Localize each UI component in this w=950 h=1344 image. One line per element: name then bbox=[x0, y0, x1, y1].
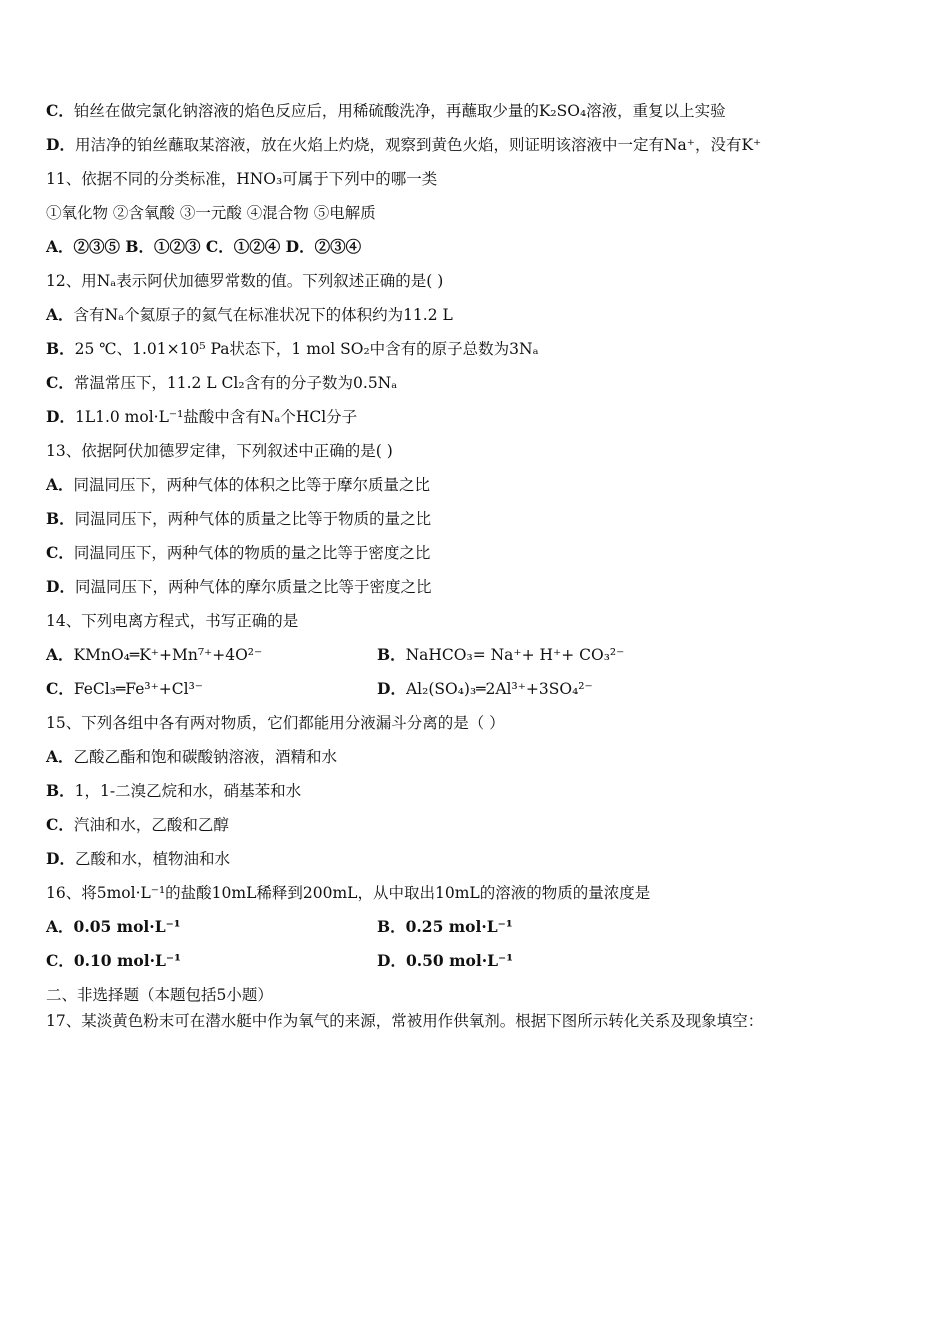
option-line: C．0.10 mol·L⁻¹ bbox=[46, 951, 181, 970]
option-line: D．同温同压下，两种气体的摩尔质量之比等于密度之比 bbox=[46, 577, 432, 596]
question-16: 16、将5mol·L⁻¹的盐酸10mL稀释到200mL，从中取出10mL的溶液的物质的量浓度是 bbox=[46, 884, 651, 902]
question-11: 11、依据不同的分类标准，HNO₃可属于下列中的哪一类 bbox=[46, 170, 438, 188]
option-line: D．乙酸和水，植物油和水 bbox=[46, 849, 230, 868]
question-14: 14、下列电离方程式，书写正确的是 bbox=[46, 612, 299, 630]
question-17: 17、某淡黄色粉末可在潜水艇中作为氧气的来源，常被用作供氧剂。根据下图所示转化关系及现象填空： bbox=[46, 1012, 764, 1030]
option-line: A．KMnO₄═K⁺+Mn⁷⁺+4O²⁻ bbox=[46, 645, 263, 664]
option-line: C．汽油和水，乙酸和乙醇 bbox=[46, 815, 229, 834]
option-line: D．Al₂(SO₄)₃═2Al³⁺+3SO₄²⁻ bbox=[377, 679, 593, 698]
option-line: A．0.05 mol·L⁻¹ bbox=[46, 917, 181, 936]
option-line: D．0.50 mol·L⁻¹ bbox=[377, 951, 513, 970]
question-13: 13、依据阿伏加德罗定律，下列叙述中正确的是( ) bbox=[46, 442, 393, 460]
option-line: A．乙酸乙酯和饱和碳酸钠溶液，酒精和水 bbox=[46, 747, 338, 766]
option-line: A．含有Nₐ个氦原子的氦气在标准状况下的体积约为11.2 L bbox=[46, 305, 453, 324]
option-line: B．同温同压下，两种气体的质量之比等于物质的量之比 bbox=[46, 509, 432, 528]
option-line: C．同温同压下，两种气体的物质的量之比等于密度之比 bbox=[46, 543, 431, 562]
question-11-items: ①氧化物 ②含氧酸 ③一元酸 ④混合物 ⑤电解质 bbox=[46, 204, 376, 222]
option-line: B．1，1-二溴乙烷和水，硝基苯和水 bbox=[46, 781, 302, 800]
option-line: B．0.25 mol·L⁻¹ bbox=[377, 917, 513, 936]
option-line: B．25 ℃、1.01×10⁵ Pa状态下，1 mol SO₂中含有的原子总数为3Nₐ bbox=[46, 339, 539, 358]
question-12: 12、用Nₐ表示阿伏加德罗常数的值。下列叙述正确的是( ) bbox=[46, 272, 444, 290]
section-heading: 二、非选择题（本题包括5小题） bbox=[46, 986, 273, 1004]
option-line: B．NaHCO₃= Na⁺+ H⁺+ CO₃²⁻ bbox=[377, 645, 625, 664]
option-line: C．常温常压下，11.2 L Cl₂含有的分子数为0.5Nₐ bbox=[46, 373, 398, 392]
option-line: D．用洁净的铂丝蘸取某溶液，放在火焰上灼烧，观察到黄色火焰，则证明该溶液中一定有Na⁺，没有K⁺ bbox=[46, 135, 762, 154]
question-11-options: A．②③⑤ B．①②③ C．①②④ D．②③④ bbox=[46, 237, 362, 256]
option-line: C．铂丝在做完氯化钠溶液的焰色反应后，用稀硫酸洗净，再蘸取少量的K₂SO₄溶液，重复以上实验 bbox=[46, 101, 726, 120]
option-line: A．同温同压下，两种气体的体积之比等于摩尔质量之比 bbox=[46, 475, 431, 494]
question-15: 15、下列各组中各有两对物质，它们都能用分液漏斗分离的是（ ） bbox=[46, 714, 505, 732]
option-line: C．FeCl₃═Fe³⁺+Cl³⁻ bbox=[46, 679, 203, 698]
option-line: D．1L1.0 mol·L⁻¹盐酸中含有Nₐ个HCl分子 bbox=[46, 407, 358, 426]
